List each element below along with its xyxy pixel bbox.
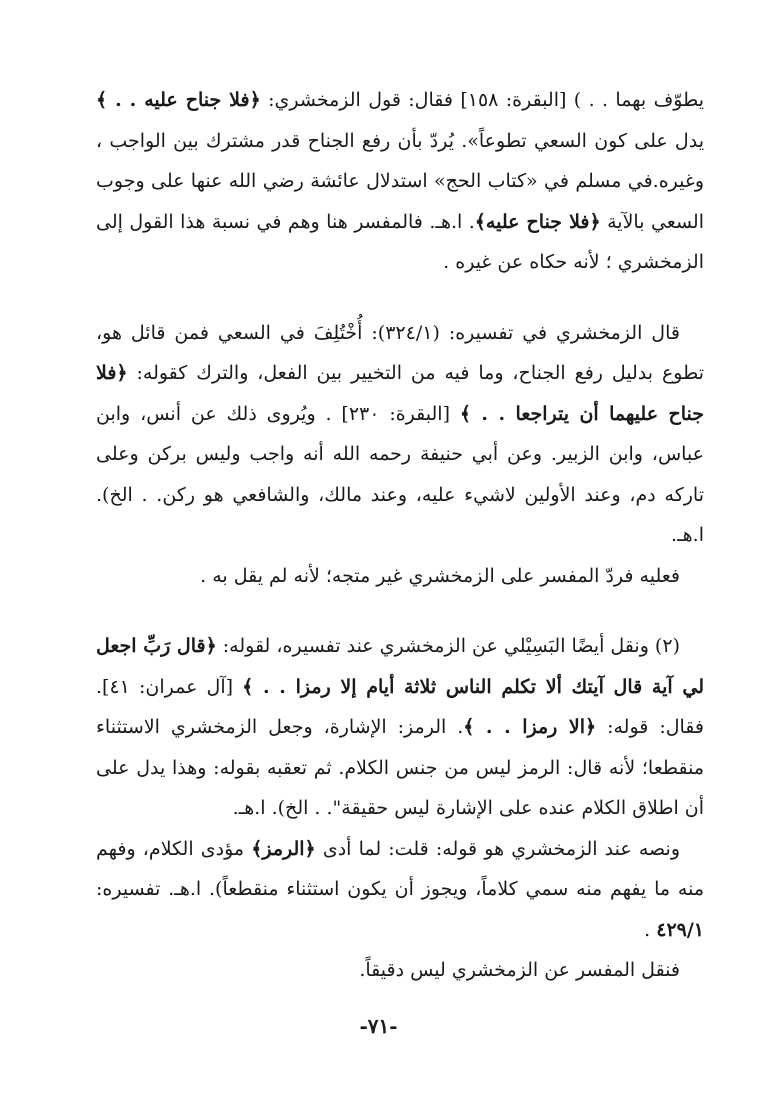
- text-segment: . ا.هـ. فالمفسر هنا وهم في نسبة هذا القول إلى الزمخشري ؛ لأنه حكاه عن غيره .: [96, 210, 704, 273]
- quran-quote: ﴿الرمز﴾: [251, 837, 316, 860]
- paragraph-4: [96, 626, 704, 829]
- text-segment: فعليه فردّ المفسر على الزمخشري غير متجه؛ لأنه لم يقل به .: [200, 564, 680, 587]
- text-segment: (٢) ونقل أيضًا البَسِيْلي عن الزمخشري عند تفسيره، لقوله:: [216, 635, 680, 657]
- text-segment: [آل عمران: ٤١]. فقال: قوله:: [96, 675, 705, 738]
- paragraph-5: [96, 829, 704, 951]
- paragraph-6: [96, 950, 704, 991]
- text-segment: .: [644, 918, 657, 941]
- paragraph-gap: [96, 596, 704, 626]
- text-segment: ونصه عند الزمخشري هو قوله: قلت: لما أدى: [315, 837, 680, 860]
- quran-quote: ﴿الا رمزا . . ﴾: [463, 716, 597, 738]
- text-segment: مؤدى الكلام، وفهم منه ما يفهم منه سمي كلاماً، ويجوز أن يكون استثناء منقطعاً). ا.هـ. تفسيره:: [96, 837, 704, 900]
- paragraph-3: [96, 556, 704, 597]
- paragraph-2: [96, 313, 704, 556]
- text-segment: يدل على كون السعي تطوعاً». يُردّ بأن رفع الجناح قدر مشترك بين الواجب ، وغيره.في مسلم في «كتاب الحج» استدلال عائشة رضي الله عنها على وجوب السعي بالآية: [96, 129, 704, 233]
- paragraph-1: [96, 80, 704, 283]
- text-segment: يطوّف بهما . . ) [البقرة: ١٥٨] فقال: قول الزمخشري:: [260, 89, 704, 111]
- text-segment: [البقرة: ٢٣٠] . ويُروى ذلك عن أنس، وابن عباس، وابن الزبير. وعن أبي حنيفة رحمه الله أنه واجب وليس بركن وعلى تاركه دم، وعند الأولين لاشيء عليه، وعند مالك، والشافعي هو ركن. . الخ). ا.هـ.: [96, 402, 704, 546]
- page-number: -٧١-: [359, 1014, 398, 1038]
- page-body: [96, 80, 704, 991]
- text-segment: قال الزمخشري في تفسيره: (٣٢٤/١): أُخْتُلِفَ في السعي فمن قائل هو، تطوع بدليل رفع الجناح، وما فيه من التخيير بين الفعل، والترك كقوله:: [96, 321, 704, 384]
- paragraph-gap: [96, 283, 704, 313]
- text-segment: فنقل المفسر عن الزمخشري ليس دقيقاً.: [359, 959, 680, 981]
- quran-quote: ﴿قال رَبِّ اجعل لي آية قال آيتك ألا تكلم الناس ثلاثة أيام إلا رمزا . . ﴾: [96, 635, 704, 698]
- quran-quote: ﴿فلا جناح عليه . . ﴾: [96, 89, 261, 111]
- quran-quote: ﴿فلا جناح عليهما أن يتراجعا . . ﴾: [96, 362, 704, 425]
- quran-quote: ﴿فلا جناح عليه﴾: [474, 210, 601, 233]
- text-segment: . الرمز: الإشارة، وجعل الزمخشري الاستثناء منقطعا؛ لأنه قال: الرمز ليس من جنس الكلام. ثم تعقبه بقوله: وهذا يدل على أن اطلاق الكلام عنده على الإشارة ليس حقيقة". . الخ). ا.هـ.: [96, 716, 704, 819]
- quran-quote: ٤٢٩/١: [656, 918, 704, 941]
